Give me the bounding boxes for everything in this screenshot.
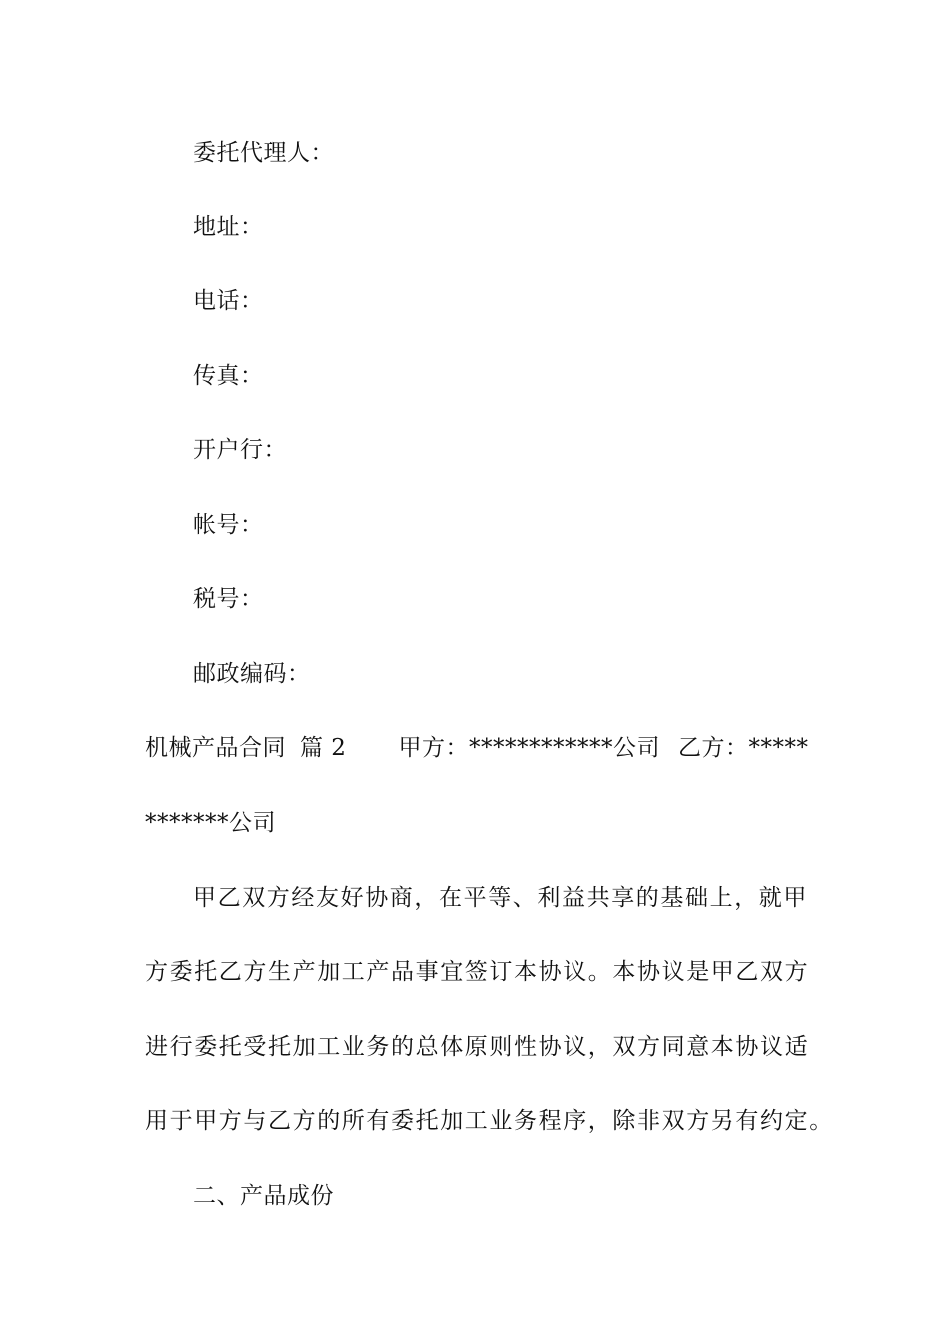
field-tax-number: 税号： xyxy=(193,586,264,612)
field-bank: 开户行： xyxy=(193,437,287,463)
field-postal-code: 邮政编码： xyxy=(193,661,311,687)
section-title: 二、产品成份 xyxy=(193,1183,334,1209)
party-b-end: *******公司 xyxy=(145,810,276,836)
field-address: 地址： xyxy=(193,214,264,240)
field-account: 帐号： xyxy=(193,512,264,538)
field-fax: 传真： xyxy=(193,363,264,389)
paragraph-line-4: 用于甲方与乙方的所有委托加工业务程序，除非双方另有约定。 xyxy=(145,1108,834,1134)
paragraph-line-3: 进行委托受托加工业务的总体原则性协议，双方同意本协议适 xyxy=(145,1034,810,1060)
field-agent: 委托代理人： xyxy=(193,140,334,166)
contract-heading xyxy=(145,733,809,763)
paragraph-line-1: 甲乙双方经友好协商，在平等、利益共享的基础上，就甲 xyxy=(193,885,808,911)
field-phone: 电话： xyxy=(193,288,264,314)
contract-title: 机械产品合同 xyxy=(145,735,286,761)
party-a: 甲方：************公司 xyxy=(398,735,660,761)
contract-number: 篇 2 xyxy=(300,735,347,761)
party-b-start: 乙方：***** xyxy=(677,735,809,761)
paragraph-line-2: 方委托乙方生产加工产品事宜签订本协议。本协议是甲乙双方 xyxy=(145,959,810,985)
